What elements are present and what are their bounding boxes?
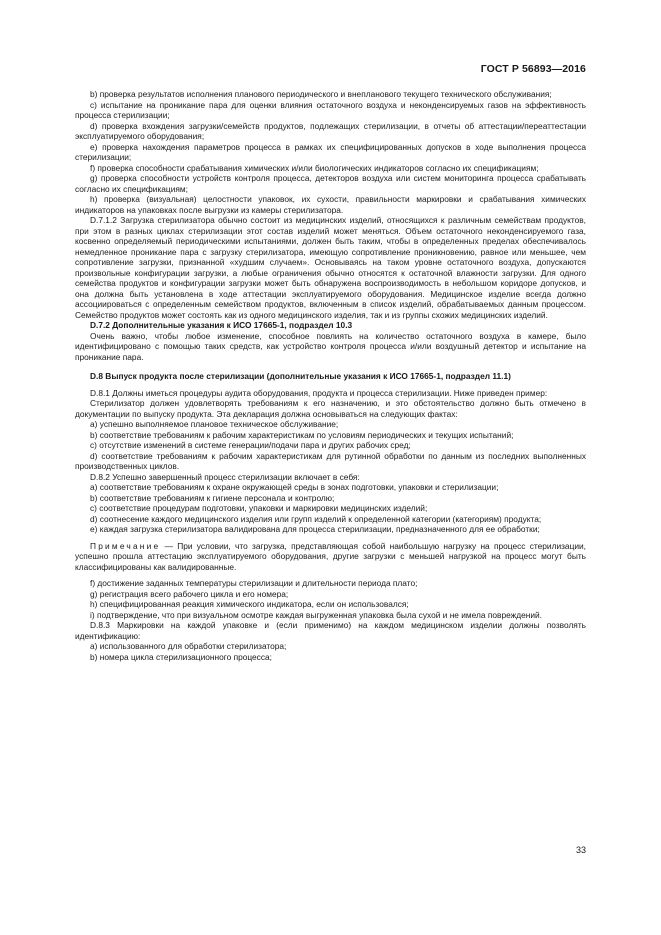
list-item-e: e) проверка нахождения параметров процесса в рамках их специфицированных допусков в ходе выполнения процесса стерилизации;: [75, 141, 586, 162]
list-item-c: c) испытание на проникание пара для оценки влияния остаточного воздуха и неконденсируемых газов на эффективность процесса стерилизации;: [75, 99, 586, 120]
d82-item-f: f) достижение заданных температуры стерилизации и длительности периода плато;: [90, 578, 418, 588]
d82-item-e: e) каждая загрузка стерилизатора валидирована для процесса стерилизации, предназначенного для ее обработки;: [90, 524, 540, 534]
paragraph-d83: D.8.3 Маркировки на каждой упаковке и (если применимо) на каждом медицинском изделии должны позволять идентификацию:: [75, 620, 586, 641]
d82-item-c: c) соответствие процедурам подготовки, упаковки и маркировки медицинских изделий;: [90, 503, 428, 513]
d82-item-h: h) специфицированная реакция химического индикатора, если он использовался;: [90, 599, 409, 609]
paragraph-d712: D.7.1.2 Загрузка стерилизатора обычно состоит из медицинских изделий, относящихся к различным семействам продуктов, при этом в разных циклах стерилизации этот состав изделий может меняться. Объем остаточного неконденсируемого газа, косвенно определяемый периодическими испытаниями, должен быть таким, чтобы в определенных пределах обеспечивалось немедленное проникание пара с загрузку стерилизатора, имеющую сопротивление проникновению, равное или меньшее, чем сопротивление загрузки, признанной «худшим случаем». Основываясь на таком уровне остаточного воздуха, допускаются произвольные конфигурации загрузки, а любые ограничения обычно относятся к остаточной влажности загрузки. Для одного семейства продуктов и конфигурации загрузки может быть обнаружена воспроизводимость в небольшом коридоре допусков, и она должна быть установлена в ходе аттестации эксплуатируемого оборудования. Медицинское изделие всегда должно ассоциироваться с определенным семейством продуктов, включенным в список изделий, обрабатываемых данным процессом. Семейство продуктов может состоять как из одного медицинского изделия, так и из группы схожих медицинских изделий.: [75, 215, 586, 320]
page-number: 33: [575, 845, 586, 855]
section-heading-d8: D.8 Выпуск продукта после стерилизации (дополнительные указания к ИСО 17665-1, подраздел 11.1): [90, 371, 511, 381]
d82-item-a: a) соответствие требованиям к охране окружающей среды в зонах подготовки, упаковки и стерилизации;: [90, 482, 499, 492]
d81-item-b: b) соответствие требованиям к рабочим характеристикам по условиям периодических и текущих испытаний;: [90, 429, 514, 440]
page-body: [75, 89, 586, 662]
paragraph-d82: D.8.2 Успешно завершенный процесс стерилизации включает в себя:: [90, 471, 360, 482]
d82-item-b: b) соответствие требованиям к гигиене персонала и контролю;: [90, 492, 335, 503]
d82-item-i: i) подтверждение, что при визуальном осмотре каждая выгруженная упаковка была сухой и не имела повреждений.: [90, 609, 542, 620]
d83-item-a: a) использованного для обработки стерилизатора;: [90, 641, 287, 651]
d81-item-d: d) соответствие требованиям к рабочим характеристикам для рутинной обработки по данным из последних выполненных производственных циклов.: [75, 450, 586, 471]
paragraph-d81-example: Стерилизатор должен удовлетворять требованиям к его назначению, и это обстоятельство должно быть отмечено в документации по выпуску продукта. Эта декларация должна основываться на следующих фактах:: [75, 398, 586, 419]
d81-item-a: a) успешно выполняемое плановое техническое обслуживание;: [90, 419, 339, 429]
d83-item-b: b) номера цикла стерилизационного процесса;: [90, 651, 272, 662]
paragraph-d81: D.8.1 Должны иметься процедуры аудита оборудования, продукта и процесса стерилизации. Ниже приведен пример:: [90, 387, 548, 398]
note: [75, 541, 586, 573]
list-item-f: f) проверка способности срабатывания химических и/или биологических индикаторов согласно их спецификациям;: [90, 162, 539, 173]
note-text: — При условии, что загрузка, представляющая собой наибольшую нагрузку на процесс стерилизации, успешно прошла аттестацию эксплуатируемого оборудования, другие загрузки с меньшей нагрузкой на процесс могут быть классифицированы как валидированные.: [75, 540, 586, 572]
list-item-b: b) проверка результатов исполнения планового периодического и внепланового текущего технического обслуживания;: [90, 89, 552, 99]
d82-item-d: d) соотнесение каждого медицинского изделия или групп изделий к определенной категории (категориям) продукта;: [90, 513, 542, 524]
standard-header: ГОСТ Р 56893—2016: [480, 63, 586, 75]
d82-item-g: g) регистрация всего рабочего цикла и его номера;: [90, 588, 289, 599]
d81-item-c: c) отсутствие изменений в системе генерации/подачи пара и других рабочих сред;: [90, 440, 411, 450]
note-label: Примечание: [90, 540, 161, 551]
list-item-d: d) проверка вхождения загрузки/семейств продуктов, подлежащих стерилизации, в отчеты об аттестации/переаттестации эксплуатируемого оборудования;: [75, 120, 586, 141]
section-heading-d72: D.7.2 Дополнительные указания к ИСО 17665-1, подраздел 10.3: [90, 320, 353, 330]
list-item-g: g) проверка способности устройств контроля процесса, детекторов воздуха или систем мониторинга процесса срабатывать согласно их спецификациям;: [75, 173, 586, 194]
paragraph-d72: Очень важно, чтобы любое изменение, способное повлиять на количество остаточного воздуха в камере, было идентифицировано с помощью таких средств, как устройство контроля процесса и/или воздушный детектор и испытание на проникание пара.: [75, 330, 586, 362]
list-item-h: h) проверка (визуальная) целостности упаковок, их сухости, правильности маркировки и срабатывания химических индикаторов на упаковках после выгрузки из камеры стерилизатора.: [75, 194, 586, 215]
